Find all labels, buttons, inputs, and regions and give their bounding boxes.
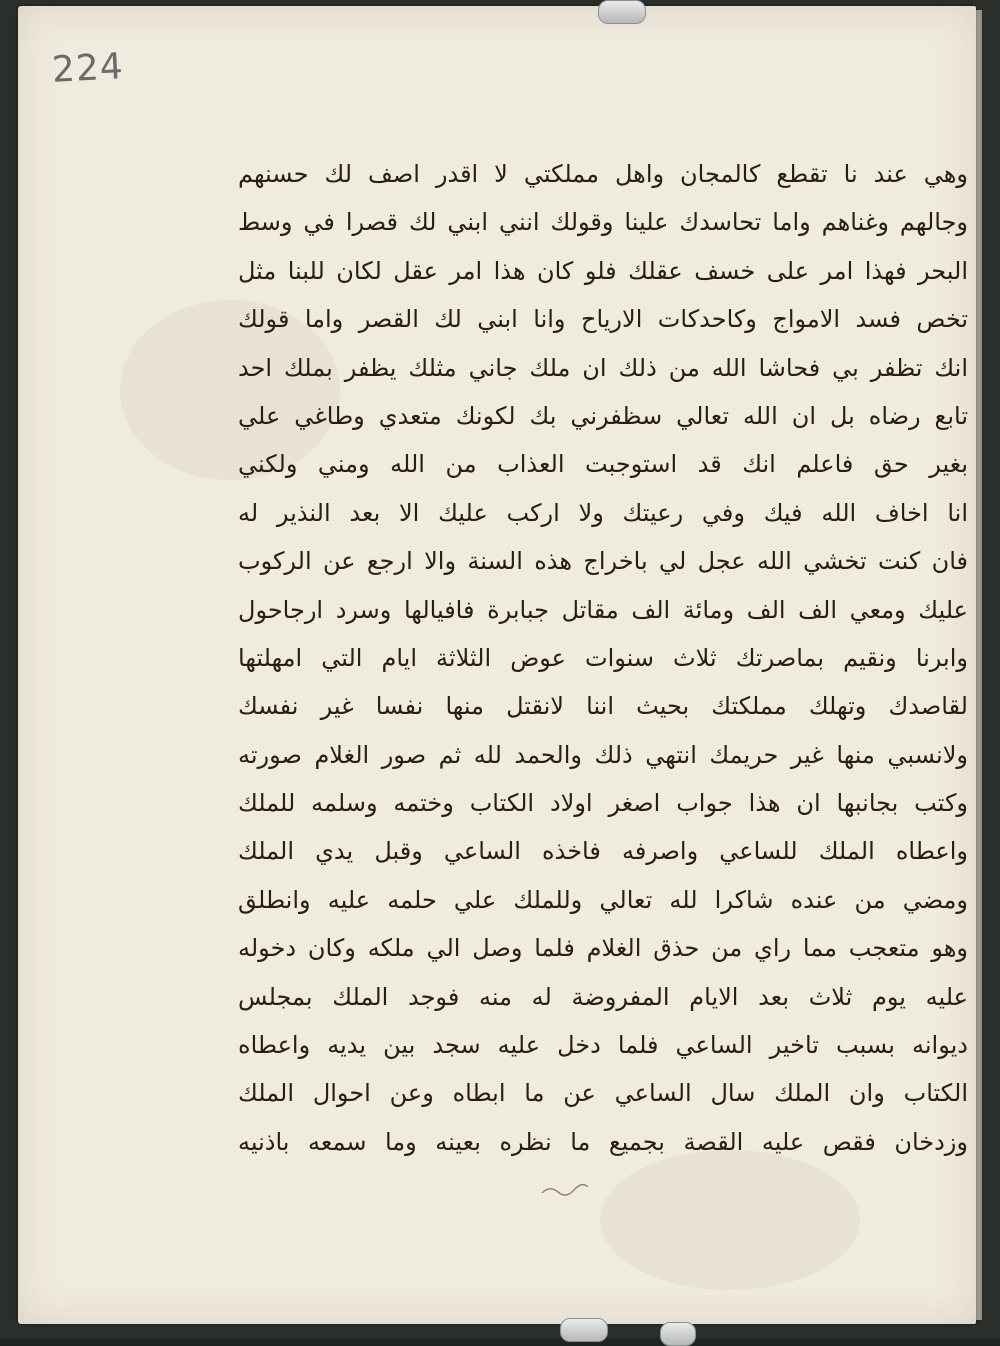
text-line: وهي عند نا تقطع كالمجان واهل مملكتي لا اقدر اصف لك حسنهم bbox=[238, 160, 968, 188]
text-line: تخص فسد الامواج وكاحدكات الارياح وانا ابني لك القصر واما قولك bbox=[238, 305, 968, 334]
text-line: وابرنا ونقيم بماصرتك ثلاث سنوات عوض الثلاثة ايام التي امهلتها bbox=[238, 643, 968, 672]
text-line: انك تظفر بي فحاشا الله من ذلك ان ملك جاني مثلك يظفر بملك احد bbox=[238, 353, 968, 382]
manuscript-text bbox=[238, 150, 968, 1156]
text-line: واعطاه الملك للساعي واصرفه فاخذه الساعي وقبل يدي الملك bbox=[238, 837, 968, 866]
text-line: لقاصدك وتهلك مملكتك بحيث اننا لانقتل منها نفسا غير نفسك bbox=[238, 692, 968, 721]
text-line: البحر فهذا امر على خسف عقلك فلو كان هذا امر عقل لكان للبنا مثل bbox=[238, 256, 968, 285]
clip-bottom bbox=[660, 1322, 696, 1346]
text-line: وهو متعجب مما راي من حذق الغلام فلما وصل الي ملكه وكان دخوله bbox=[238, 934, 968, 963]
text-line: بغير حق فاعلم انك قد استوجبت العذاب من الله ومني ولكني bbox=[238, 450, 968, 479]
text-line: فان كنت تخشي الله عجل لي باخراج هذه السنة والا ارجع عن الركوب bbox=[238, 547, 968, 576]
text-line: ومضي من عنده شاكرا لله تعالي وللملك علي حلمه عليه وانطلق bbox=[238, 885, 968, 914]
text-line: ديوانه بسبب تاخير الساعي فلما دخل عليه سجد بين يديه واعطاه bbox=[238, 1031, 968, 1060]
text-line: وجالهم وغناهم واما تحاسدك علينا وقولك انني ابني لك قصرا في وسط bbox=[238, 208, 968, 237]
text-line: عليك ومعي الف الف ومائة الف مقاتل جبابرة فافيالها وسرد ارجاحول bbox=[238, 595, 968, 624]
text-line: الكتاب وان الملك سال الساعي عن ما ابطاه وعن احوال الملك bbox=[238, 1079, 968, 1108]
text-line: وكتب بجانبها ان هذا جواب اصغر اولاد الكتاب وختمه وسلمه للملك bbox=[238, 789, 968, 818]
text-line: عليه يوم ثلاث بعد الايام المفروضة له منه فوجد الملك بمجلس bbox=[238, 982, 968, 1011]
ink-mark bbox=[540, 1182, 590, 1201]
text-line: تابع رضاه بل ان الله تعالي سظفرني بك لكونك متعدي وطاغي علي bbox=[238, 401, 968, 430]
folio-number: 224 bbox=[50, 46, 125, 91]
text-line: انا اخاف الله فيك وفي رعيتك ولا اركب عليك الا بعد النذير له bbox=[238, 498, 968, 527]
text-line: وزدخان فقص عليه القصة بجميع ما نظره بعينه وما سمعه باذنيه bbox=[238, 1127, 968, 1156]
text-line: ولانسبي منها غير حريمك انتهي ذلك والحمد لله ثم صور الغلام صورته bbox=[238, 740, 968, 769]
clip-top bbox=[598, 0, 646, 24]
paper-stain bbox=[600, 1150, 860, 1290]
clip-bottom bbox=[560, 1318, 608, 1342]
